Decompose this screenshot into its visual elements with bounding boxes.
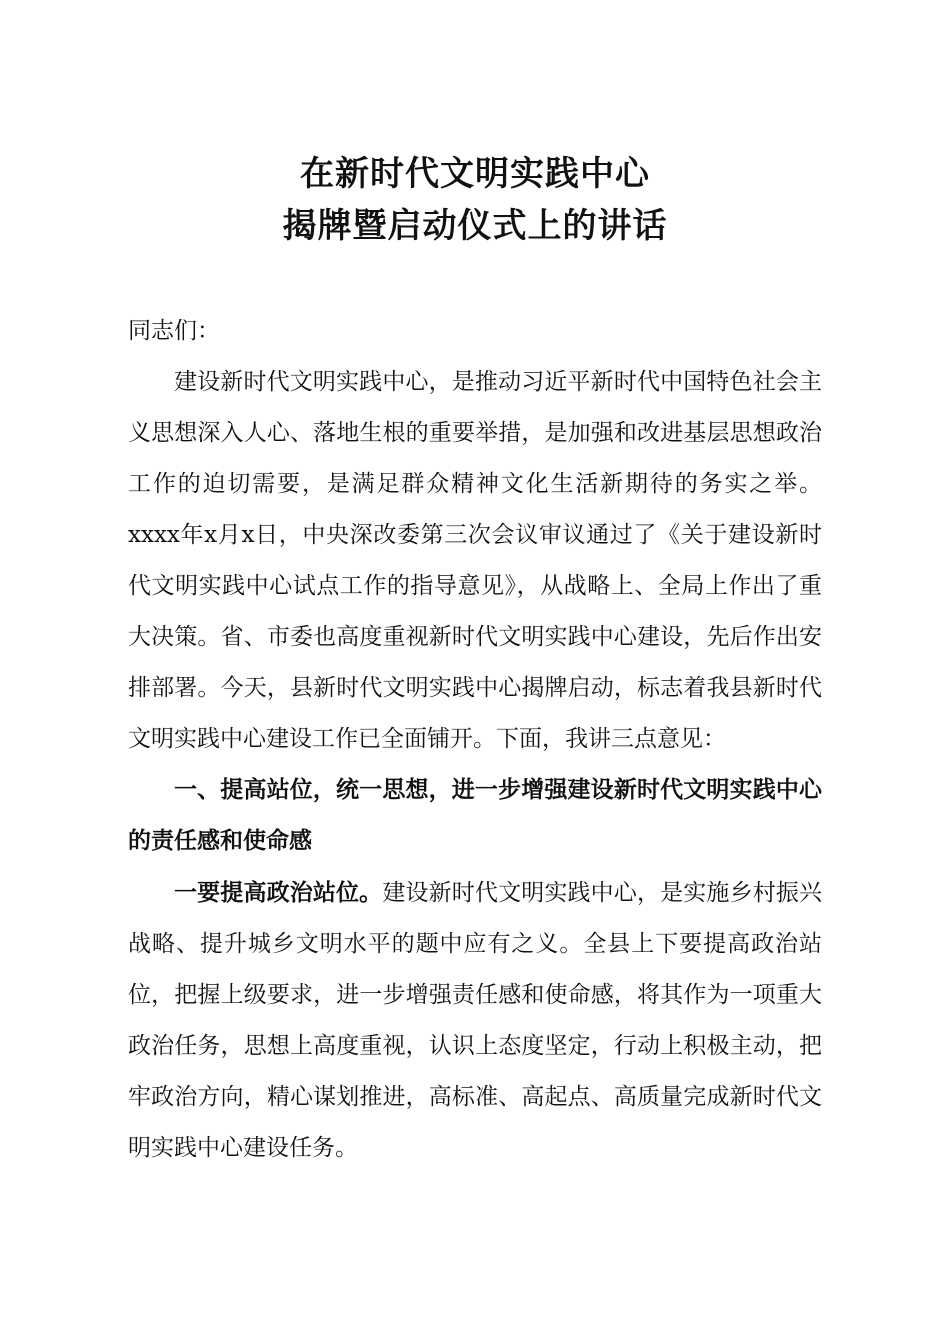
paragraph-body: 建设新时代文明实践中心，是实施乡村振兴战略、提升城乡文明水平的题中应有之义。全县上下要提高政治站位，把握上级要求，进一步增强责任感和使命感，将其作为一项重大政治任务，思想上高度重视，认识上态度坚定，行动上积极主动，把牢政治方向，精心谋划推进，高标准、高起点、高质量完成新时代文明实践中心建设任务。: [128, 880, 823, 1161]
document-body: [128, 306, 822, 1174]
paragraph-political-stance: [128, 867, 822, 1174]
paragraph-intro: 建设新时代文明实践中心，是推动习近平新时代中国特色社会主义思想深入人心、落地生根的重要举措，是加强和改进基层思想政治工作的迫切需要，是满足群众精神文化生活新期待的务实之举。xxxx年x月x日，中央深改委第三次会议审议通过了《关于建设新时代文明实践中心试点工作的指导意见》，从战略上、全局上作出了重大决策。省、市委也高度重视新时代文明实践中心建设，先后作出安排部署。今天，县新时代文明实践中心揭牌启动，标志着我县新时代文明实践中心建设工作已全面铺开。下面，我讲三点意见：: [128, 369, 822, 752]
section-heading-1: 一、提高站位，统一思想，进一步增强建设新时代文明实践中心的责任感和使命感: [128, 777, 822, 854]
document-title: [0, 148, 950, 252]
title-line-1: 在新时代文明实践中心: [300, 154, 650, 194]
salutation: 同志们：: [128, 318, 220, 344]
paragraph-lead: 一要提高政治站位。: [174, 879, 383, 906]
title-line-2: 揭牌暨启动仪式上的讲话: [282, 206, 668, 246]
